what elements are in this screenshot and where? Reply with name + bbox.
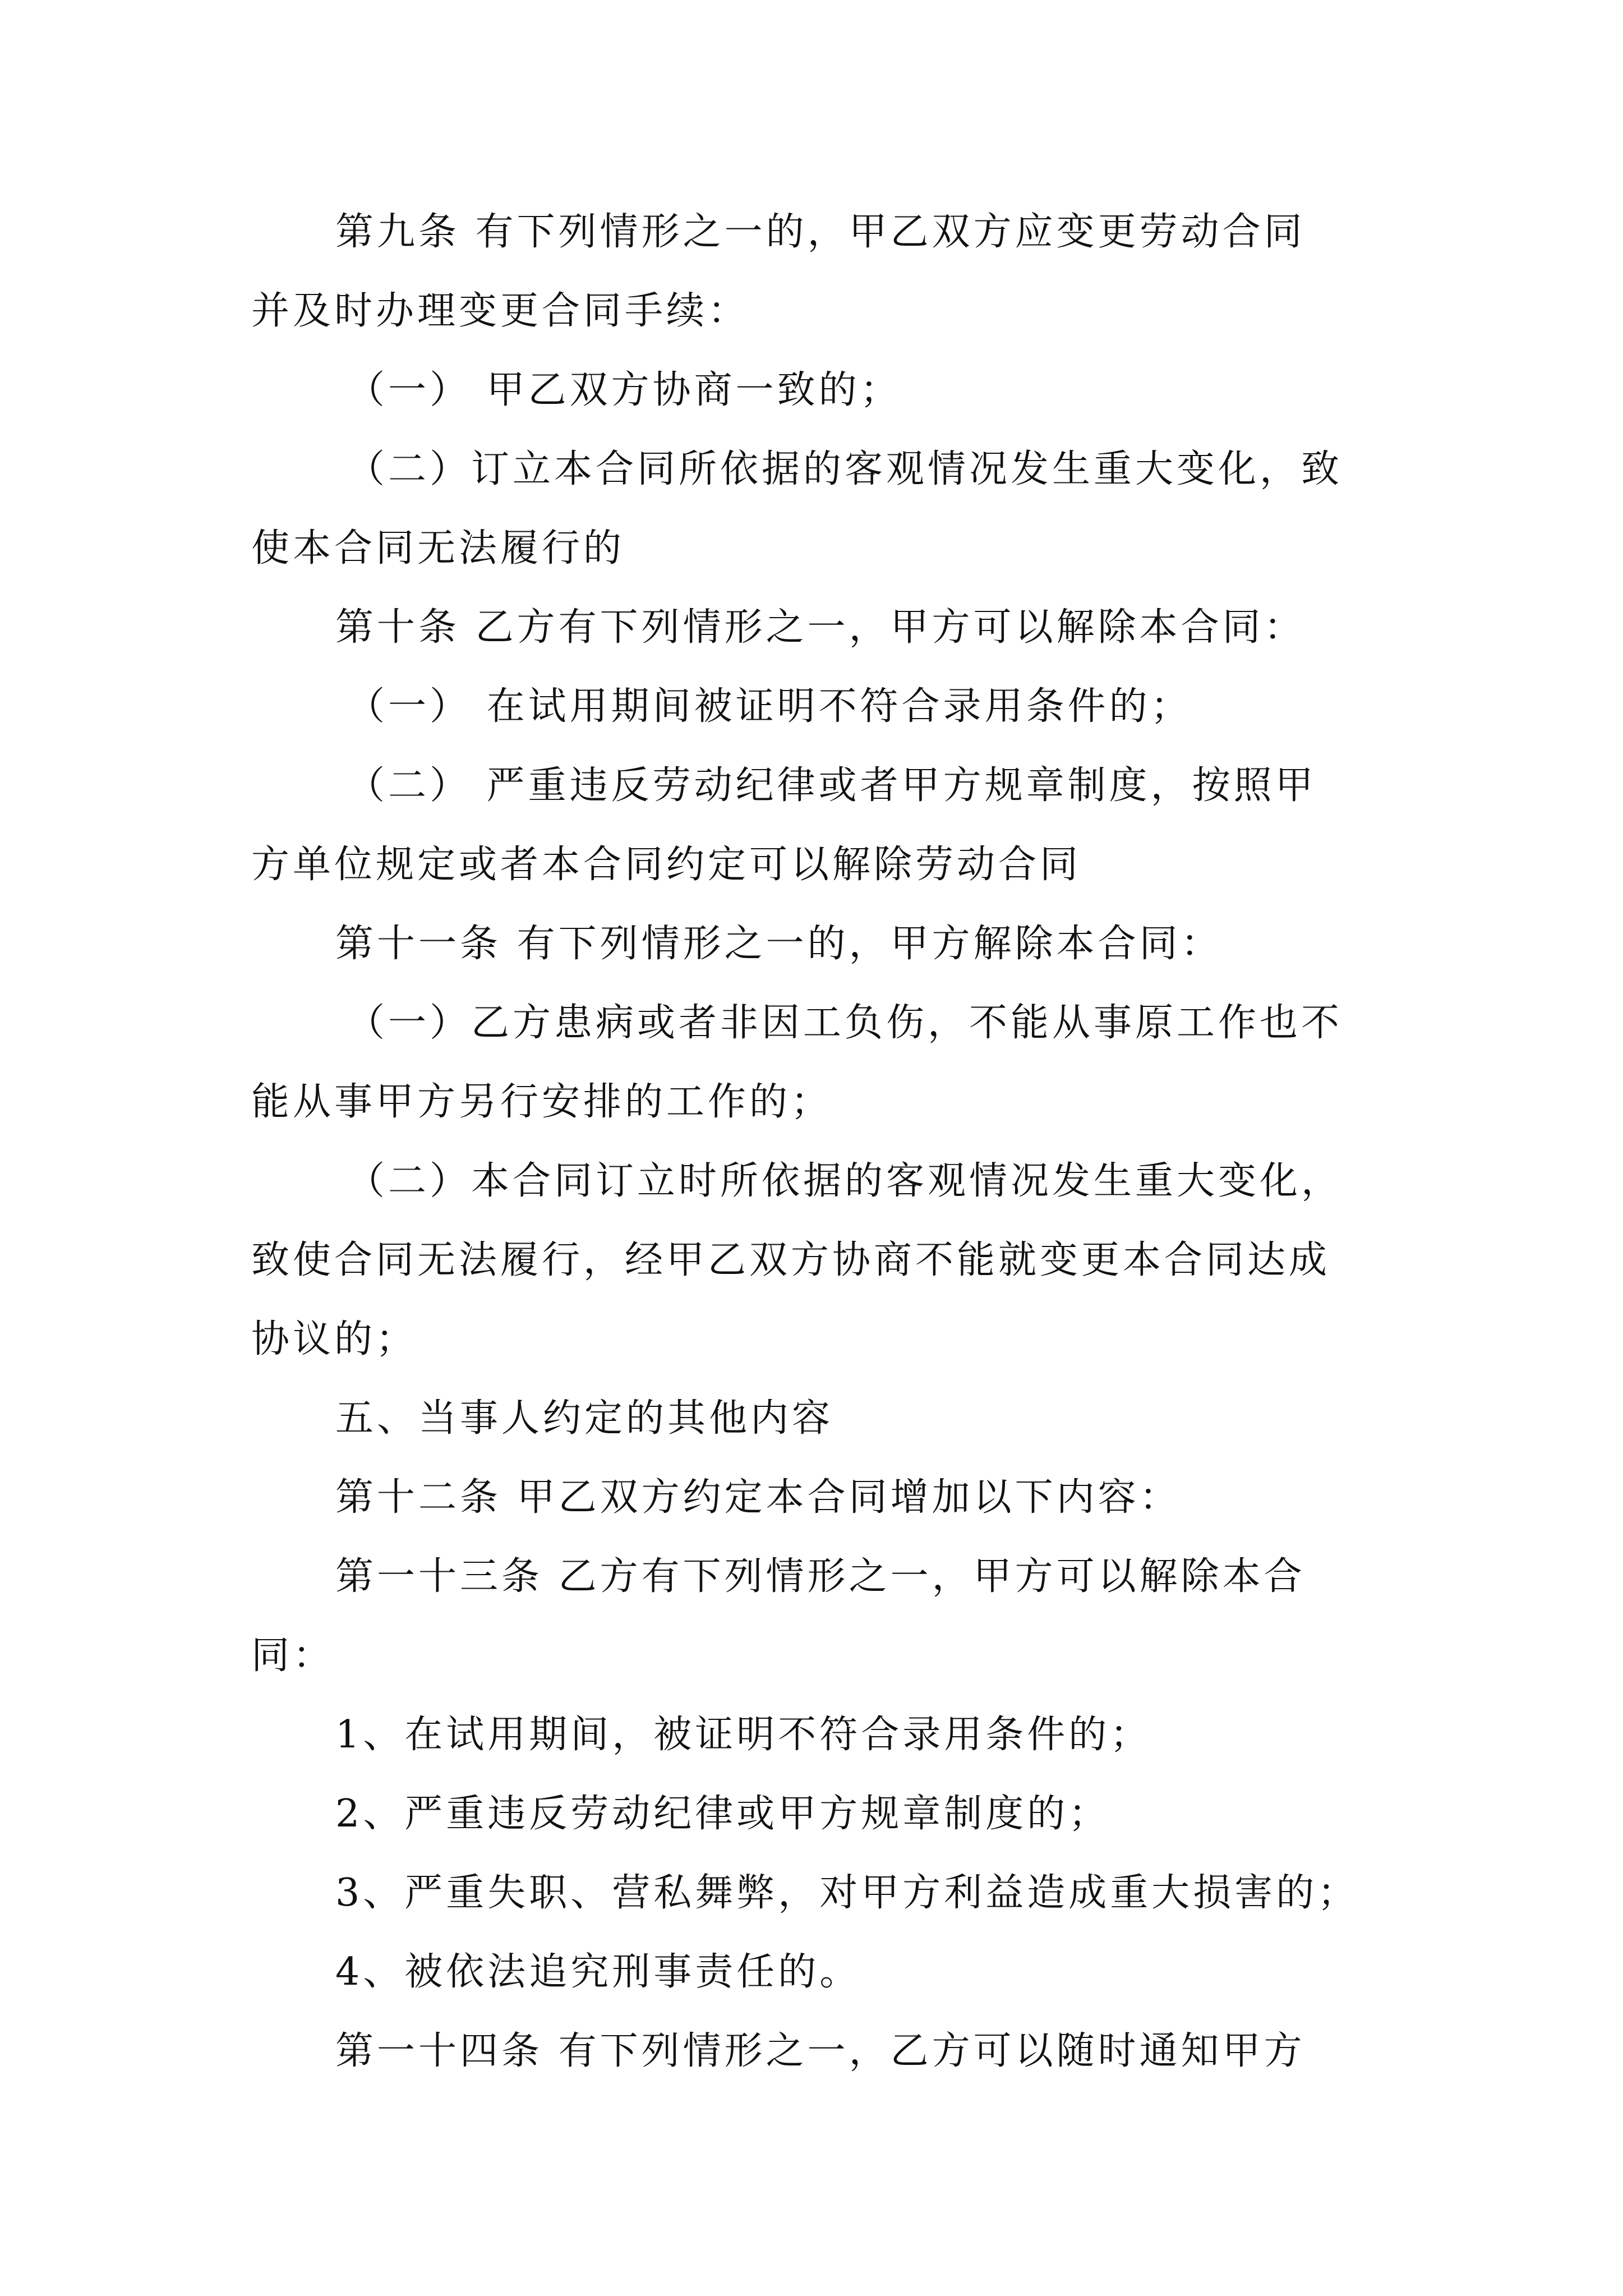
text-line: 第十条 乙方有下列情形之一，甲方可以解除本合同： xyxy=(335,605,1306,650)
text-line: 使本合同无法履行的 xyxy=(251,526,625,570)
text-line: 致使合同无法履行，经甲乙双方协商不能就变更本合同达成 xyxy=(251,1238,1331,1282)
text-line: 2、严重违反劳动纪律或甲方规章制度的； xyxy=(335,1792,1110,1836)
text-line: 1、在试用期间，被证明不符合录用条件的； xyxy=(335,1713,1152,1757)
text-line: （一）乙方患病或者非因工负伤，不能从事原工作也不 xyxy=(347,1001,1343,1045)
text-line: 同： xyxy=(251,1634,335,1678)
text-line: （二） 严重违反劳动纪律或者甲方规章制度，按照甲 xyxy=(347,763,1317,808)
text-line: 能从事甲方另行安排的工作的； xyxy=(251,1080,833,1124)
document-body xyxy=(251,208,1390,2106)
text-line: 4、被依法追究刑事责任的。 xyxy=(335,1950,861,1994)
text-line: 3、严重失职、营私舞弊，对甲方利益造成重大损害的； xyxy=(335,1871,1359,1915)
text-line: 第一十四条 有下列情形之一，乙方可以随时通知甲方 xyxy=(335,2029,1306,2073)
text-line: （一） 在试用期间被证明不符合录用条件的； xyxy=(347,684,1192,729)
text-line: 协议的； xyxy=(251,1317,418,1361)
text-line: （一） 甲乙双方协商一致的； xyxy=(347,368,902,412)
text-line: 第十二条 甲乙双方约定本合同增加以下内容： xyxy=(335,1475,1181,1520)
text-line: （二）订立本合同所依据的客观情况发生重大变化，致 xyxy=(347,447,1343,491)
text-line: 第九条 有下列情形之一的，甲乙双方应变更劳动合同 xyxy=(335,210,1306,254)
text-line: 五、当事人约定的其他内容 xyxy=(335,1396,834,1441)
text-line: （二）本合同订立时所依据的客观情况发生重大变化， xyxy=(347,1159,1343,1203)
text-line: 并及时办理变更合同手续： xyxy=(251,289,750,333)
text-line: 第一十三条 乙方有下列情形之一，甲方可以解除本合 xyxy=(335,1554,1306,1599)
text-line: 第十一条 有下列情形之一的，甲方解除本合同： xyxy=(335,922,1223,966)
text-line: 方单位规定或者本合同约定可以解除劳动合同 xyxy=(251,843,1082,887)
